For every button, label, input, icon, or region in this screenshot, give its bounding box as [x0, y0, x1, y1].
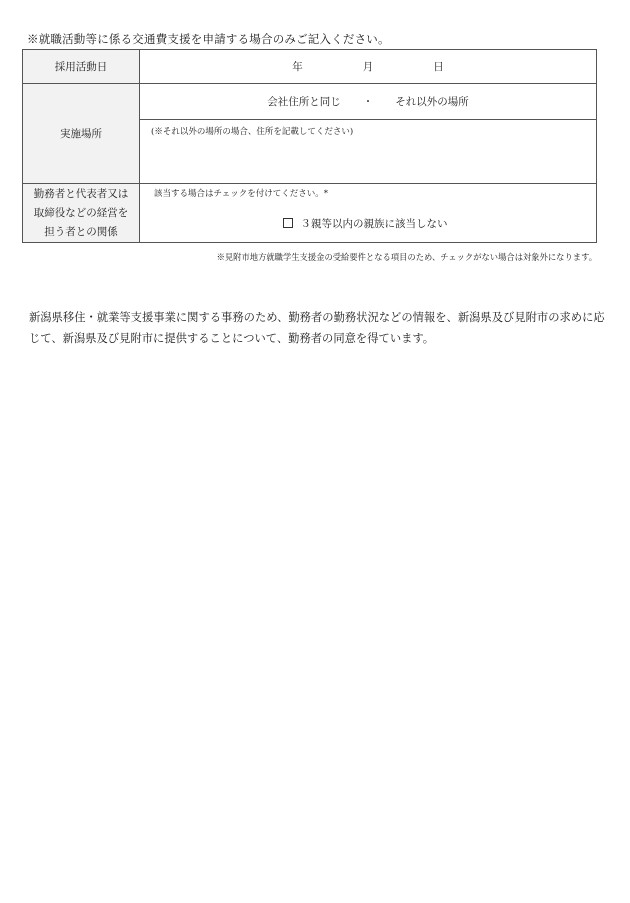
location-option-same[interactable]: 会社住所と同じ [267, 96, 341, 108]
consent-statement: 新潟県移住・就業等支援事業に関する事務のため、勤務者の勤務状況などの情報を、新潟県及び見附市の求めに応じて、新潟県及び見附市に提供することについて、勤務者の同意を得ています。 [29, 311, 605, 345]
checkbox-icon[interactable] [283, 218, 293, 228]
location-label: 実施場所 [23, 84, 140, 184]
relationship-instruction: 該当する場合はチェックを付けてください。* [154, 189, 328, 199]
relationship-label-line: 担う者との関係 [44, 225, 118, 238]
year-unit: 年 [292, 61, 303, 73]
relative-check-label: ３親等以内の親族に該当しない [300, 218, 448, 230]
relationship-field [140, 184, 597, 243]
relative-check-item[interactable] [154, 216, 596, 231]
day-unit: 日 [433, 61, 444, 73]
relationship-label [23, 184, 140, 243]
recruitment-date-field[interactable] [140, 50, 597, 84]
recruitment-date-label: 採用活動日 [23, 50, 140, 84]
location-options-cell [140, 84, 597, 120]
relationship-row [23, 184, 597, 243]
location-row [23, 84, 597, 120]
footnote: ※見附市地方就職学生支援金の受給要件となる項目のため、チェックがない場合は対象外になります。 [216, 252, 597, 262]
location-other-note: (※それ以外の場所の場合、住所を記載してください) [151, 127, 354, 137]
location-address-field[interactable] [140, 120, 597, 184]
relationship-label-line: 取締役などの経営を [33, 206, 129, 219]
travel-support-form-table [22, 49, 597, 243]
relationship-label-line: 勤務者と代表者又は [33, 187, 129, 200]
location-option-other[interactable]: それ以外の場所 [395, 96, 469, 108]
location-separator: ・ [362, 96, 374, 108]
month-unit: 月 [362, 61, 374, 73]
recruitment-date-row [23, 50, 597, 84]
heading-note: ※就職活動等に係る交通費支援を申請する場合のみご記入ください。 [27, 32, 390, 46]
